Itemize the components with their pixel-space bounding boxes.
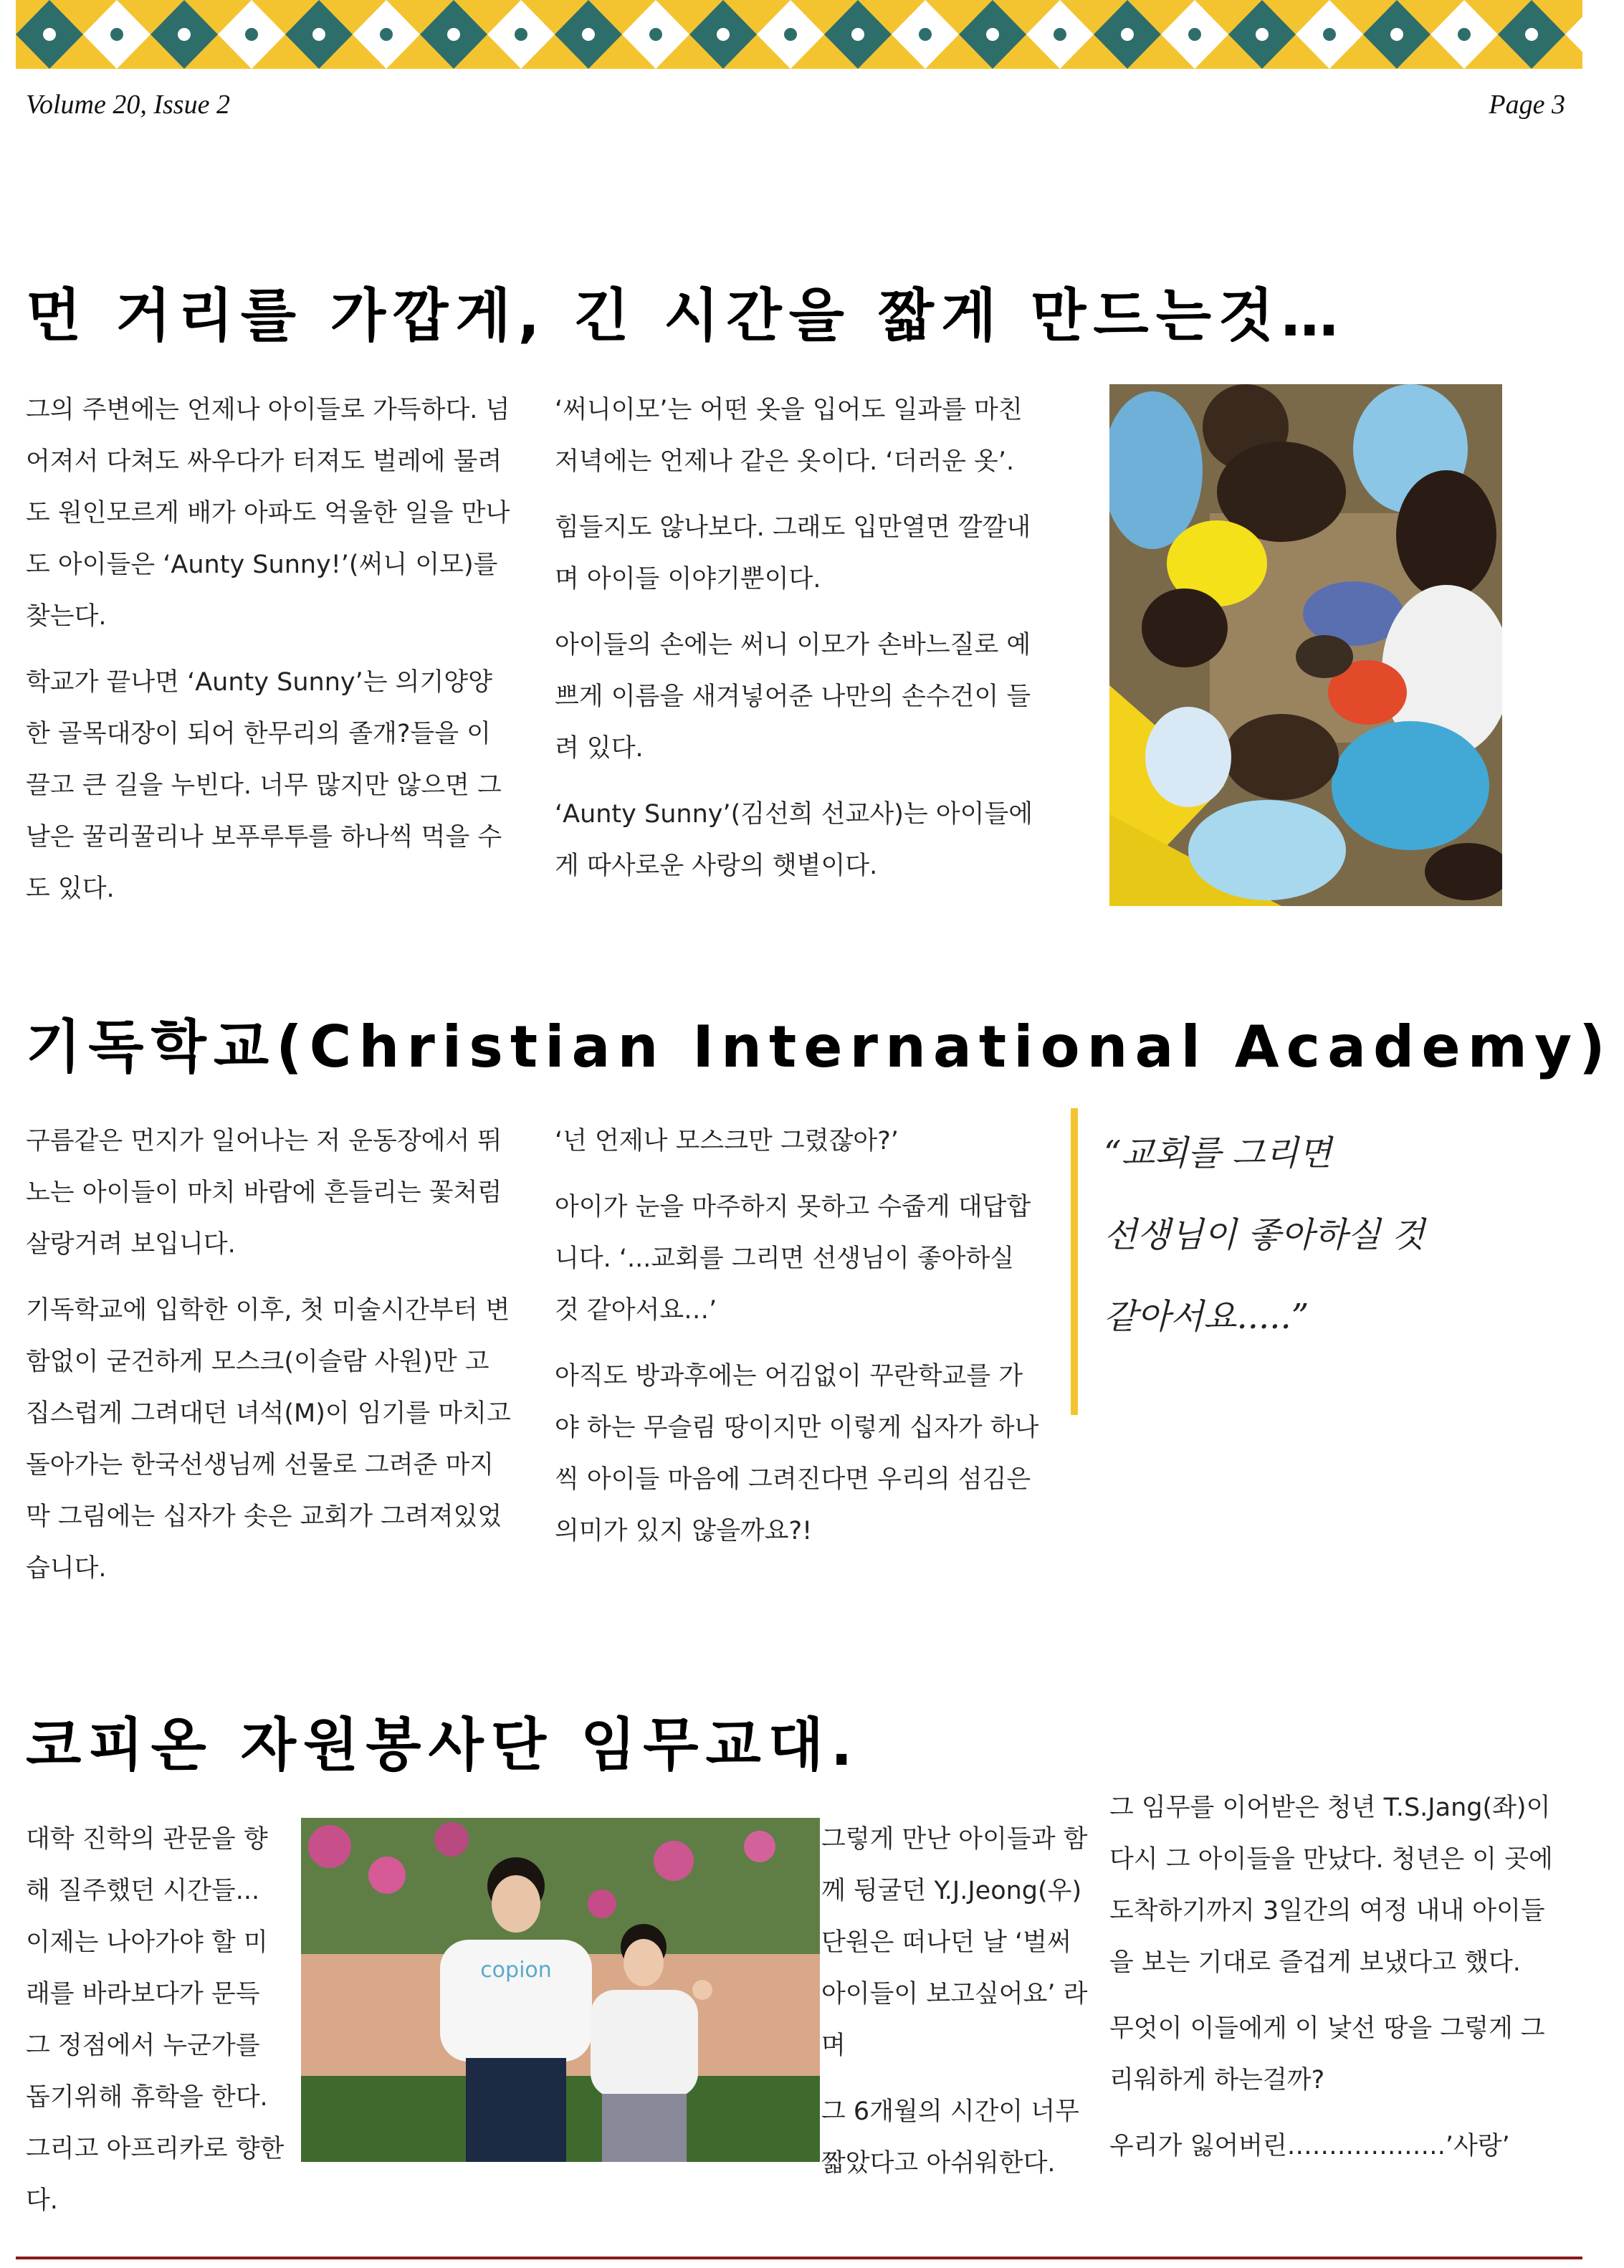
banner-dot: [447, 28, 460, 41]
section3-column-3: [1109, 1782, 1568, 2186]
banner-dot: [1256, 28, 1269, 41]
paragraph: 그 6개월의 시간이 너무 짧았다고 아쉬워한다.: [821, 2097, 1079, 2178]
paragraph: 대학 진학의 관문을 향해 질주했던 시간들... 이제는 나아가야 할 미래를 바라보다가 문득 그 정점에서 누군가를 돕기위해 휴학을 한다. 그리고 아프리카로 향한다.: [26, 1825, 285, 2215]
banner-dot: [1121, 28, 1134, 41]
paragraph: 무엇이 이들에게 이 낯선 땅을 그렇게 그리워하게 하는걸까?: [1109, 2014, 1545, 2095]
banner-dot: [717, 28, 730, 41]
banner-dot: [986, 28, 999, 41]
banner-dot: [43, 28, 56, 41]
banner-dot: [582, 28, 595, 41]
volunteers-photo: [301, 1818, 820, 2162]
page-number-label: Page 3: [1489, 90, 1565, 120]
section2-column-1: [26, 1115, 513, 1609]
paragraph: ‘Aunty Sunny’(김선희 선교사)는 아이들에게 따사로운 사랑의 햇볕이다.: [555, 800, 1033, 880]
paragraph: 기독학교에 입학한 이후, 첫 미술시간부터 변함없이 굳건하게 모스크(이슬람 사원)만 고집스럽게 그려대던 녀석(M)이 임기를 마치고 돌아가는 한국선생님께 선물로 그려준 마지막 그림에는 십자가 솟은 교회가 그려져있었습니다.: [26, 1296, 511, 1583]
banner-dot: [1323, 28, 1336, 41]
pull-quote-line: “교회를 그리면: [1104, 1133, 1332, 1173]
children-group-photo: [1109, 384, 1502, 906]
children-photo-illustration: [1109, 384, 1502, 906]
banner-dot: [110, 28, 123, 41]
pull-quote-line: 같아서요.....”: [1104, 1297, 1309, 1337]
footer-rule: [16, 2257, 1582, 2259]
section1-column-1: [26, 384, 513, 929]
paragraph: ‘써니이모’는 어떤 옷을 입어도 일과를 마친 저녁에는 언제나 같은 옷이다. ‘더러운 옷’.: [555, 396, 1023, 476]
pull-quote: [1104, 1112, 1505, 1358]
banner-dot: [851, 28, 864, 41]
banner-dot: [178, 28, 191, 41]
section1-column-2: [555, 384, 1035, 906]
volunteers-photo-illustration: [301, 1818, 820, 2162]
paragraph: 그 임무를 이어받은 청년 T.S.Jang(좌)이 다시 그 아이들을 만났다. 청년은 이 곳에 도착하기까지 3일간의 여정 내내 아이들을 보는 기대로 즐겁게 보냈다고 했다.: [1109, 1793, 1553, 1977]
paragraph: 그의 주변에는 언제나 아이들로 가득하다. 넘어져서 다쳐도 싸우다가 터져도 벌레에 물려도 원인모르게 배가 아파도 억울한 일을 만나도 아이들은 ‘Aunty Sunny!’(써니 이모)를 찾는다.: [26, 396, 510, 631]
banner-dot: [380, 28, 393, 41]
banner-dot: [1390, 28, 1403, 41]
banner-dot: [312, 28, 325, 41]
pull-quote-line: 선생님이 좋아하실 것: [1104, 1215, 1425, 1255]
paragraph: 그렇게 만난 아이들과 함께 뒹굴던 Y.J.Jeong(우)단원은 떠나던 날 ‘벌써 아이들이 보고싶어요’ 라며: [821, 1825, 1088, 2060]
banner-dot: [649, 28, 662, 41]
section3-heading: 코피온 자원봉사단 임무교대.: [26, 1712, 860, 1778]
paragraph: ‘넌 언제나 모스크만 그렸잖아?’: [555, 1127, 899, 1156]
shirt-logo-text: copion: [480, 1958, 552, 1983]
paragraph: 학교가 끝나면 ‘Aunty Sunny’는 의기양양한 골목대장이 되어 한무리의 졸개?들을 이끌고 큰 길을 누빈다. 너무 많지만 않으면 그 날은 꿀리꿀리나 보푸루투를 하나씩 먹을 수 도 있다.: [26, 668, 502, 903]
section3-column-1: [26, 1814, 291, 2241]
banner-dot: [1054, 28, 1066, 41]
banner-dot: [1525, 28, 1538, 41]
section2-heading: 기독학교(Christian International Academy): [26, 1014, 1613, 1080]
banner-dot: [784, 28, 797, 41]
paragraph: 힘들지도 않나보다. 그래도 입만열면 깔깔내며 아이들 이야기뿐이다.: [555, 513, 1031, 594]
paragraph: 아이가 눈을 마주하지 못하고 수줍게 대답합니다. ‘...교회를 그리면 선생님이 좋아하실 것 같아서요…’: [555, 1193, 1031, 1325]
section3-column-2: [821, 1814, 1094, 2203]
volume-issue-label: Volume 20, Issue 2: [26, 90, 230, 120]
banner-dot: [1188, 28, 1201, 41]
paragraph: 아직도 방과후에는 어김없이 꾸란학교를 가야 하는 무슬림 땅이지만 이렇게 십자가 하나씩 아이들 마음에 그려진다면 우리의 섬김은 의미가 있지 않을까요?!: [555, 1362, 1039, 1545]
banner-dot: [919, 28, 932, 41]
section2-column-2: [555, 1115, 1042, 1571]
paragraph: 우리가 잃어버린……………….’사랑’: [1109, 2132, 1510, 2160]
paragraph: 아이들의 손에는 써니 이모가 손바느질로 예쁘게 이름을 새겨넣어준 나만의 손수건이 들려 있다.: [555, 631, 1031, 763]
banner-dot: [1458, 28, 1471, 41]
banner-dot: [245, 28, 258, 41]
decorative-diamond-banner: [16, 0, 1582, 69]
section1-heading: 먼 거리를 가깝게, 긴 시간을 짧게 만드는것…: [26, 282, 1346, 349]
paragraph: 구름같은 먼지가 일어나는 저 운동장에서 뛰노는 아이들이 마치 바람에 흔들리는 꽃처럼 살랑거려 보입니다.: [26, 1127, 502, 1259]
banner-dot: [515, 28, 527, 41]
pull-quote-accent-bar: [1071, 1108, 1078, 1415]
